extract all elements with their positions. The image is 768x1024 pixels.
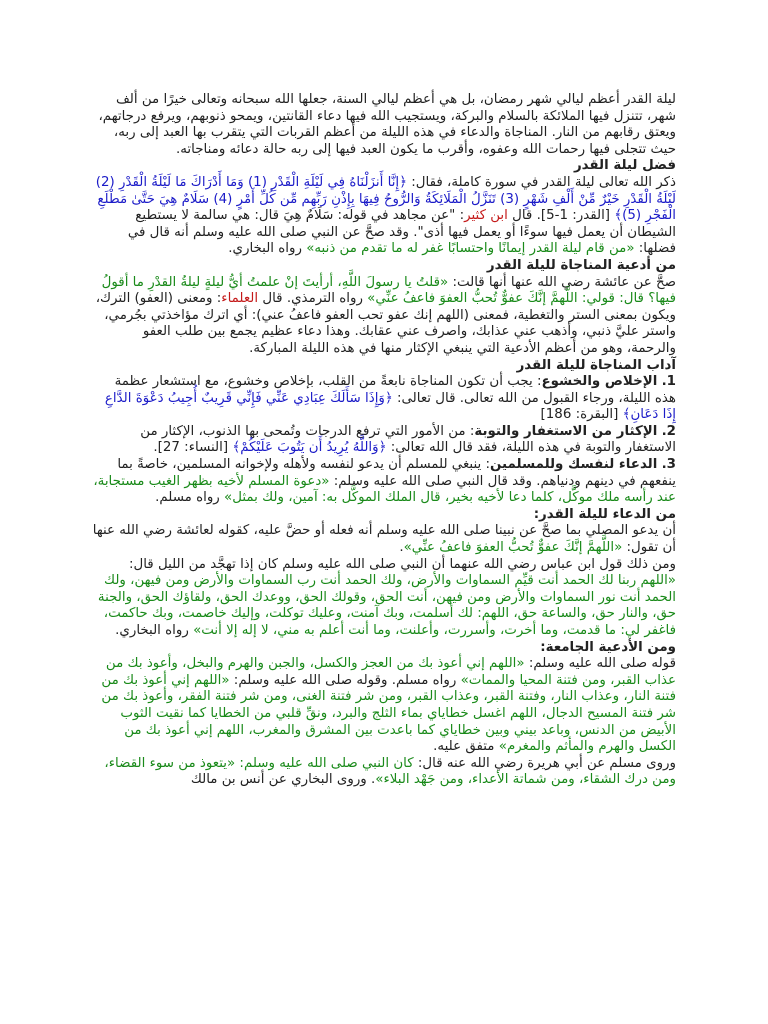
virtue-paragraph: ذكر الله تعالى ليلة القدر في سورة كاملة، فقال: ﴿إِنَّا أَنزَلْنَاهُ فِي لَيْلَةِ الْقَدْرِ (1) وَمَا أَدْرَاكَ مَا لَيْلَةُ الْقَدْرِ (2) لَيْلَةُ الْقَدْرِ خَيْرٌ مِّنْ أَلْفِ شَهْرٍ (3) تَنَزَّلُ الْمَلَائِكَةُ وَالرُّوحُ فِيهَا بِإِذْنِ رَبِّهِم مِّن كُلِّ أَمْرٍ (4) سَلَامٌ هِيَ حَتَّىٰ مَطْلَعِ الْفَجْرِ (5)﴾ [القدر: 1-5]. قال ابن كثير: "عن مجاهد في قوله: سَلَامٌ هِيَ قال: هي سالمة لا يستطيع الشيطان أن يعمل فيها سوءًا أو يعمل فيها أذى". وقد صحَّ عن النبي صلى الله عليه وسلم أنه قال في فضلها: «من قام ليلة القدر إيمانًا واحتسابًا غفر له ما تقدم من ذنبه» رواه البخاري. — [95, 174, 676, 257]
supplications-paragraph: صحَّ عن عائشة رضي الله عنها أنها قالت: «قلتُ يا رسولَ اللَّهِ، أرأيتَ إنْ علمتُ أيُّ ليلةٍ ليلةُ القدْرِ ما أقولُ فيها؟ قال: قولي: اللَّهمَّ إنَّكَ عفوٌّ تُحبُّ العفوَ فاعفُ عنِّي» رواه الترمذي. قال العلماء: ومعنى (العفو) الترك، ويكون بمعنى الستر والتغطية، فمعنى (اللهم إنك عفو تحب العفو فاعفُ عني): أي اترك مؤاخذتي بجُرمي، واستر عليَّ ذنبي، وأذهب عني عذابك، واصرف عني عقابك. وهذا دعاء عظيم يجمع بين طلب العفو والرحمة، وهو من أعظم الأدعية التي ينبغي الإكثار منها في هذه الليلة المباركة. — [95, 274, 676, 356]
section-heading-virtue: فضل ليلة القدر — [573, 158, 676, 174]
section-heading-etiquette: آداب المناجاة لليلة القدر — [516, 357, 676, 373]
scholar-link-ibn-kathir[interactable]: ابن كثير — [464, 208, 508, 224]
hadith-ajz: «اللهم إني أعوذ بك من العجز والكسل، والجبن والهرم والبخل، وأعوذ بك من عذاب القبر، ومن فتنة المحيا والممات» — [105, 656, 676, 688]
hadith-aisha: «قلتُ يا رسولَ اللَّهِ، أرأيتَ إنْ علمتُ أيُّ ليلةٍ ليلةُ القدْرِ ما أقولُ فيها؟ قال: قولي: اللَّهمَّ إنَّكَ عفوٌّ تُحبُّ العفوَ فاعفُ عنِّي» — [101, 274, 676, 307]
hadith-fitna: «اللهم إني أعوذ بك من فتنة النار، وعذاب النار، وفتنة القبر، وعذاب القبر، ومن شر فتنة الغنى، ومن شر فتنة الفقر، وأعوذ بك من شر فتنة المسيح الدجال، اللهم اغسل خطاياي بماء الثلج والبرد، ونقِّ قلبي من الخطايا كما نقيت الثوب الأبيض من الدنس، وباعد بيني وبين خطاياي كما باعدت بين المشرق والمغرب، اللهم إني أعوذ بك من الكسل والهرم والمأثم والمغرم» — [101, 672, 676, 755]
section-heading-dua: من الدعاء لليلة القدر: — [533, 506, 676, 522]
section-heading-supplications: من أدعية المناجاة لليلة القدر — [486, 257, 676, 273]
quran-verse-nisa: ﴿وَاللَّهُ يُرِيدُ أَن يَتُوبَ عَلَيْكُمْ﴾ — [232, 440, 387, 456]
hadith-afw: «اللَّهمَّ إنَّكَ عفوٌّ تُحبُّ العفوَ فاعفُ عنِّي» — [403, 540, 623, 556]
quran-verse-baqara: ﴿وَإِذَا سَأَلَكَ عِبَادِي عَنِّي فَإِنِّي قَرِيبٌ أُجِيبُ دَعْوَةَ الدَّاعِ إِذَا دَعَانِ﴾ — [104, 390, 676, 423]
comprehensive-paragraph-1: قوله صلى الله عليه وسلم: «اللهم إني أعوذ بك من العجز والكسل، والجبن والهرم والبخل، وأعوذ بك من عذاب القبر، ومن فتنة المحيا والممات» رواه مسلم. وقوله صلى الله عليه وسلم: «اللهم إني أعوذ بك من فتنة النار، وعذاب النار، وفتنة القبر، وعذاب القبر، ومن شر فتنة الغنى، ومن شر فتنة الفقر، وأعوذ بك من شر فتنة المسيح الدجال، اللهم اغسل خطاياي بماء الثلج والبرد، ونقِّ قلبي من الخطايا كما نقيت الثوب الأبيض من الدنس، وباعد بيني وبين خطاياي كما باعدت بين المشرق والمغرب، اللهم إني أعوذ بك من الكسل والهرم والمأثم والمغرم» متفق عليه. — [101, 656, 676, 755]
intro-paragraph: ليلة القدر أعظم ليالي شهر رمضان، بل هي أعظم ليالي السنة، جعلها الله سبحانه وتعالى خيرًا من ألف شهر، تتنزل فيها الملائكة بالسلام والبركة، ويستجيب الله فيها دعاء القانتين، ويمحو ذنوبهم، ويرفع درجاتهم، ويعتق رقابهم من النار. المناجاة والدعاء في هذه الليلة من أعظم القربات التي يتقرب بها العبد إلى ربه، حيث تتجلى فيها رحمات الله وعفوه، وأقرب ما يكون العبد فيها إلى ربه حالة دعائه ومناجاته. — [98, 92, 676, 157]
article-body — [92, 92, 676, 789]
etiquette-item-1: 1. الإخلاص والخشوع: يجب أن تكون المناجاة نابعةً من القلب، بإخلاص وخشوع، مع استشعار عظمة هذه الليلة، ورجاء القبول من الله تعالى. قال تعالى: ﴿وَإِذَا سَأَلَكَ عِبَادِي عَنِّي فَإِنِّي قَرِيبٌ أُجِيبُ دَعْوَةَ الدَّاعِ إِذَا دَعَانِ﴾ [البقرة: 186] — [104, 374, 676, 423]
hadith-qiyam: «من قام ليلة القدر إيمانًا واحتسابًا غفر له ما تقدم من ذنبه» — [306, 241, 635, 257]
dua-paragraph-2: ومن ذلك قول ابن عباس رضي الله عنهما أن النبي صلى الله عليه وسلم كان إذا تهجَّد من الليل قال: «اللهم ربنا لك الحمد أنت قيِّم السماوات والأرض، ولك الحمد أنت رب السماوات والأرض ومن فيهن، ولك الحمد أنت نور السماوات والأرض ومن فيهن، أنت الحق، وقولك الحق، ووعدك الحق، ولقاؤك الحق، والجنة حق، والنار حق، والساعة حق، اللهم: لك أسلمت، وبك آمنت، وعليك توكلت، وإليك خاصمت، وبك حاكمت، فاغفر لي: ما قدمت، وما أخرت، وأسررت، وأعلنت، وما أنت أعلم به مني، لا إله إلا أنت» رواه البخاري. — [97, 556, 676, 638]
scholars-link[interactable]: العلماء — [221, 291, 259, 307]
comprehensive-paragraph-2: وروى مسلم عن أبي هريرة رضي الله عنه قال: كان النبي صلى الله عليه وسلم: «يتعوذ من سوء القضاء، ومن درك الشقاء، ومن شماتة الأعداء، ومن جَهْد البلاء». وروى البخاري عن أنس بن مالك — [104, 755, 676, 788]
hadith-tahajjud: «اللهم ربنا لك الحمد أنت قيِّم السماوات والأرض، ولك الحمد أنت رب السماوات والأرض ومن فيهن، ولك الحمد أنت نور السماوات والأرض ومن فيهن، أنت الحق، وقولك الحق، ووعدك الحق، ولقاؤك الحق، والجنة حق، والنار حق، والساعة حق، اللهم: لك أسلمت، وبك آمنت، وعليك توكلت، وإليك خاصمت، وبك حاكمت، فاغفر لي: ما قدمت، وما أخرت، وأسررت، وأعلنت، وما أنت أعلم به مني، لا إله إلا أنت» — [97, 573, 676, 638]
hadith-dua-brother: «دعوة المسلم لأخيه بظهر الغيب مستجابة، عند رأسه ملك موكَّل، كلما دعا لأخيه بخير، قال الملك الموكَّل به: آمين، ولك بمثل» — [93, 473, 676, 506]
etiquette-item-2: 2. الإكثار من الاستغفار والتوبة: من الأمور التي ترفع الدرجات وتُمحى بها الذنوب، الإكثار من الاستغفار والتوبة في هذه الليلة، فقد قال الله تعالى: ﴿وَاللَّهُ يُرِيدُ أَن يَتُوبَ عَلَيْكُمْ﴾ [النساء: 27]. — [140, 423, 676, 456]
dua-paragraph-1: أن يدعو المصلي بما صحَّ عن نبينا صلى الله عليه وسلم أنه فعله أو حضَّ عليه، كقوله لعائشة رضي الله عنها أن تقول: «اللَّهمَّ إنَّكَ عفوٌّ تُحبُّ العفوَ فاعفُ عنِّي». — [92, 523, 676, 556]
etiquette-item-3: 3. الدعاء لنفسك وللمسلمين: ينبغي للمسلم أن يدعو لنفسه ولأهله ولإخوانه المسلمين، خاصةً بما ينفعهم في دينهم ودنياهم. وقد قال النبي صلى الله عليه وسلم: «دعوة المسلم لأخيه بظهر الغيب مستجابة، عند رأسه ملك موكَّل، كلما دعا لأخيه بخير، قال الملك الموكَّل به: آمين، ولك بمثل» رواه مسلم. — [93, 457, 676, 506]
hadith-taawwudh: كان النبي صلى الله عليه وسلم: «يتعوذ من سوء القضاء، ومن درك الشقاء، ومن شماتة الأعداء، ومن جَهْد البلاء» — [104, 755, 676, 788]
quran-verse-qadr: ﴿إِنَّا أَنزَلْنَاهُ فِي لَيْلَةِ الْقَدْرِ (1) وَمَا أَدْرَاكَ مَا لَيْلَةُ الْقَدْرِ (2) لَيْلَةُ الْقَدْرِ خَيْرٌ مِّنْ أَلْفِ شَهْرٍ (3) تَنَزَّلُ الْمَلَائِكَةُ وَالرُّوحُ فِيهَا بِإِذْنِ رَبِّهِم مِّن كُلِّ أَمْرٍ (4) سَلَامٌ هِيَ حَتَّىٰ مَطْلَعِ الْفَجْرِ (5)﴾ — [95, 174, 676, 224]
section-heading-comprehensive: ومن الأدعية الجامعة: — [540, 639, 676, 655]
